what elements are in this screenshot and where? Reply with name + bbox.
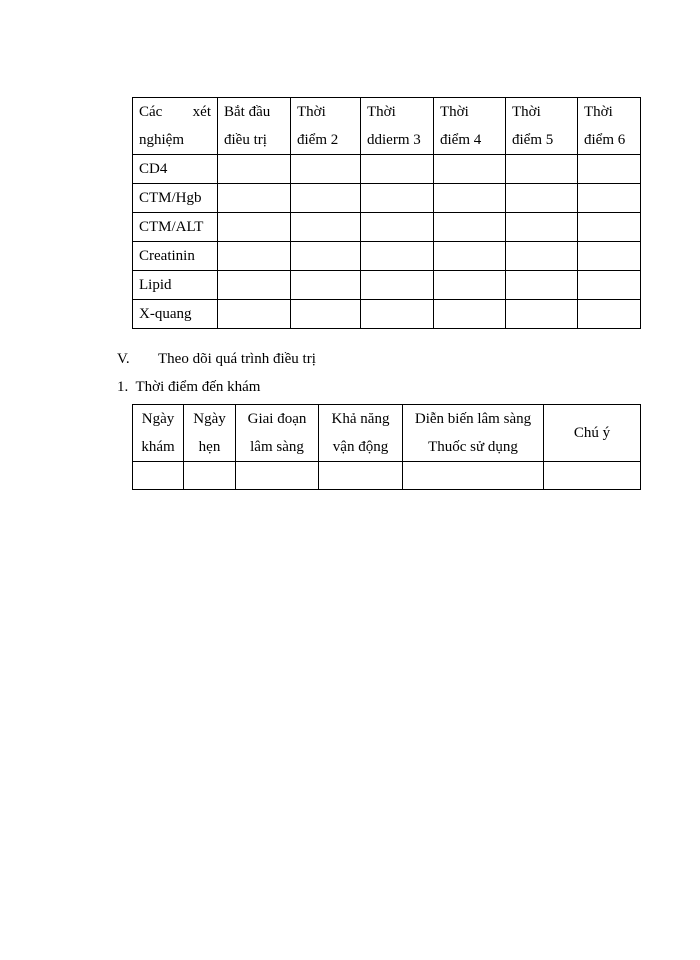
subsection-title: 1. Thời điểm đến khám [117,379,261,395]
table-cell [506,155,578,184]
header-text: ddierm 3 [367,132,421,148]
header-text: Ngày [193,411,226,427]
row-label: Lipid [133,271,218,300]
table-cell [506,213,578,242]
table-cell [218,271,291,300]
table-row [133,184,641,213]
header-text: nghiệm [139,132,184,148]
table-cell [291,213,361,242]
header-text: Thời [367,104,396,120]
header-cell-appointment-date [184,405,236,462]
table-cell [218,213,291,242]
header-text: xét [192,104,211,120]
table-cell [403,462,544,490]
header-cell-tests [133,98,218,155]
header-text: khám [141,439,175,455]
header-cell-mobility [319,405,403,462]
header-cell-time-4 [434,98,506,155]
table-cell [291,155,361,184]
table-cell [236,462,319,490]
header-text: điều trị [224,132,267,148]
table-cell [578,155,641,184]
header-cell-clinical-progress [403,405,544,462]
header-text: Thời [297,104,326,120]
table-cell [434,213,506,242]
table-cell [578,184,641,213]
table-cell [506,271,578,300]
header-text: điểm 5 [512,132,554,148]
header-text: điểm 4 [440,132,482,148]
header-cell-clinical-stage [236,405,319,462]
table-row [133,462,641,490]
header-cell-time-6 [578,98,641,155]
table-cell [291,300,361,329]
table-cell [184,462,236,490]
table-cell [578,213,641,242]
visit-table-header-row [133,405,641,462]
header-cell-start [218,98,291,155]
visit-tracking-table [132,404,641,490]
table-cell [361,242,434,271]
header-cell-time-2 [291,98,361,155]
header-text: Các [139,104,163,120]
table-cell [361,300,434,329]
header-text: Khả năng [331,411,390,427]
header-text: điểm 6 [584,132,626,148]
table-cell [361,271,434,300]
header-text: Ngày [141,411,175,427]
table-cell [361,155,434,184]
row-label: CTM/ALT [133,213,218,242]
row-label: X-quang [133,300,218,329]
header-text: hẹn [198,439,221,455]
table-cell [319,462,403,490]
header-cell-time-3 [361,98,434,155]
table-row [133,155,641,184]
header-text: điểm 2 [297,132,339,148]
table-cell [578,271,641,300]
table-cell [291,184,361,213]
table-cell [434,184,506,213]
table-row [133,300,641,329]
header-text: Diễn biến lâm sàng [414,411,532,427]
table-row [133,242,641,271]
table-row [133,213,641,242]
header-text: Bắt đầu [224,104,271,120]
table-cell [506,300,578,329]
lab-table-header-row [133,98,641,155]
table-cell [544,462,641,490]
header-text: Thuốc sử dụng [428,439,518,455]
header-text: lâm sàng [250,439,304,455]
table-row [133,271,641,300]
table-cell [434,300,506,329]
table-cell [578,242,641,271]
row-label: CD4 [133,155,218,184]
header-text: Giai đoạn [247,411,307,427]
table-cell [361,213,434,242]
table-cell [506,184,578,213]
table-cell [578,300,641,329]
table-cell [218,242,291,271]
table-cell [434,155,506,184]
header-text: Thời [512,104,541,120]
table-cell [291,242,361,271]
header-cell-notes: Chú ý [544,405,641,462]
section-title: Theo dõi quá trình điều trị [158,351,316,367]
header-text: vận động [332,439,389,455]
row-label: Creatinin [133,242,218,271]
table-cell [218,155,291,184]
table-cell [434,242,506,271]
table-cell [506,242,578,271]
table-cell [434,271,506,300]
section-number: V. [117,351,130,367]
header-cell-time-5 [506,98,578,155]
table-cell [218,300,291,329]
table-cell [291,271,361,300]
lab-tests-table [132,97,641,329]
table-cell [361,184,434,213]
header-cell-visit-date [133,405,184,462]
row-label: CTM/Hgb [133,184,218,213]
table-cell [133,462,184,490]
header-text: Thời [584,104,613,120]
header-text: Thời [440,104,469,120]
table-cell [218,184,291,213]
